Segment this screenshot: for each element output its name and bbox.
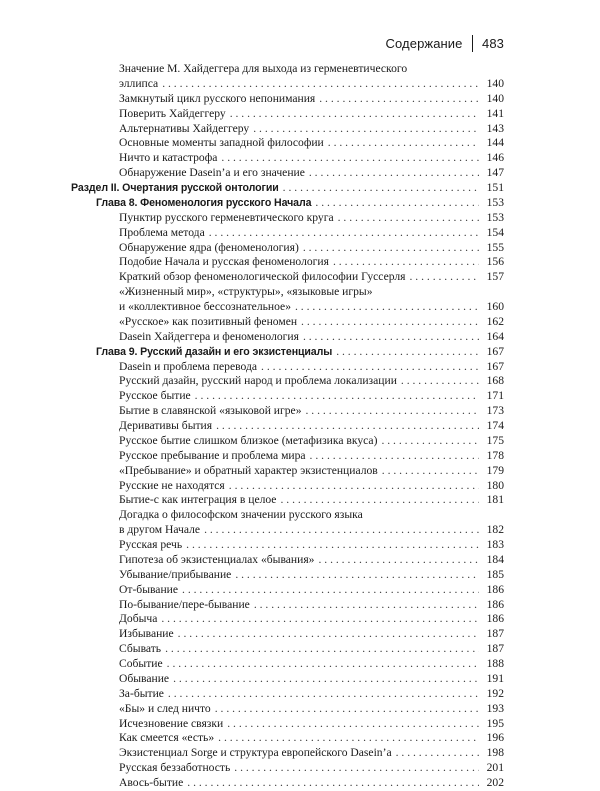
toc-entry-page: 182 bbox=[486, 523, 504, 537]
toc-entry-title: Альтернативы Хайдеггеру bbox=[119, 121, 250, 135]
toc-entry-title: и «коллективное бессознательное» bbox=[119, 300, 291, 313]
toc-entry bbox=[0, 583, 504, 598]
toc-entry-page: 154 bbox=[486, 225, 504, 239]
toc-entry bbox=[0, 389, 504, 404]
toc-entry-page: 160 bbox=[486, 300, 504, 313]
dot-leader bbox=[215, 702, 479, 717]
dot-leader bbox=[209, 226, 479, 241]
toc-entry-page: 185 bbox=[486, 567, 504, 581]
toc-entry-title: Глава 8. Феноменология русского Начала bbox=[96, 196, 312, 209]
toc-entry-page: 140 bbox=[486, 76, 504, 90]
toc-entry-title: Раздел II. Очертания русской онтологии bbox=[71, 182, 279, 194]
toc-entry-title: Основные моменты западной философии bbox=[119, 136, 324, 150]
toc-entry bbox=[0, 553, 504, 568]
running-head-title: Содержание bbox=[385, 35, 463, 51]
toc-entry-page: 186 bbox=[486, 612, 504, 626]
toc-entry-title: Бытие-с как интеграция в целое bbox=[119, 493, 277, 507]
toc-entry bbox=[0, 657, 504, 672]
toc-entry-page: 193 bbox=[486, 701, 504, 715]
toc-entry bbox=[0, 523, 504, 538]
toc-entry bbox=[0, 315, 504, 330]
toc-entry-page: 140 bbox=[486, 91, 504, 105]
toc-entry bbox=[0, 493, 504, 508]
dot-leader bbox=[161, 612, 479, 627]
toc-entry-page: 186 bbox=[486, 582, 504, 596]
toc-chapter-heading bbox=[0, 196, 504, 211]
toc-entry-title: Русское бытие bbox=[119, 389, 191, 403]
toc-entry-title: Пунктир русского герменевтического круга bbox=[119, 210, 334, 224]
toc-entry bbox=[0, 136, 504, 151]
toc-entry-title: Бытие в славянской «языковой игре» bbox=[119, 404, 302, 418]
dot-leader bbox=[295, 300, 479, 315]
toc-entry-page: 201 bbox=[486, 761, 504, 775]
toc-entry-title: «Русское» как позитивный феномен bbox=[119, 314, 298, 328]
dot-leader bbox=[227, 717, 479, 732]
toc-entry bbox=[0, 419, 504, 434]
toc-entry-page: 143 bbox=[486, 121, 504, 135]
toc-entry-title: Деривативы бытия bbox=[119, 419, 213, 432]
dot-leader bbox=[401, 374, 479, 389]
dot-leader bbox=[234, 761, 479, 776]
toc-entry-title: Проблема метода bbox=[119, 225, 205, 239]
toc-entry-title: Dasein Хайдеггера и феноменология bbox=[119, 329, 299, 343]
dot-leader bbox=[204, 523, 479, 538]
toc-entry-title: Русское бытие слишком близкое (метафизика вкуса) bbox=[119, 433, 378, 447]
toc-entry-title: Ничто и катастрофа bbox=[119, 151, 218, 165]
dot-leader bbox=[167, 657, 479, 672]
running-head bbox=[386, 34, 504, 52]
toc-entry-page: 184 bbox=[486, 552, 504, 566]
toc-entry-page: 178 bbox=[486, 448, 504, 462]
dot-leader bbox=[216, 419, 479, 434]
toc-entry-page: 141 bbox=[486, 106, 504, 120]
dot-leader bbox=[309, 166, 479, 181]
toc-entry-page: 192 bbox=[486, 686, 504, 700]
toc-entry-title: Обывание bbox=[119, 671, 170, 685]
toc-entry bbox=[0, 612, 504, 627]
toc-entry-title: «Пребывание» и обратный характер экзистенциалов bbox=[119, 463, 378, 477]
toc-entry-title: Русская речь bbox=[119, 538, 183, 551]
toc-entry-title: Гипотеза об экзистенциалах «бывания» bbox=[119, 552, 315, 566]
dot-leader bbox=[328, 136, 479, 151]
toc-entry-title: Добыча bbox=[119, 612, 158, 626]
dot-leader bbox=[280, 493, 479, 508]
toc-entry-page: 147 bbox=[486, 166, 504, 180]
toc-entry-page: 174 bbox=[486, 419, 504, 432]
toc-entry bbox=[0, 717, 504, 732]
dot-leader bbox=[261, 360, 479, 375]
toc-entry-title: Обнаружение ядра (феноменология) bbox=[119, 240, 299, 254]
toc-entry-page: 196 bbox=[486, 731, 504, 745]
toc-entry-title: Избывание bbox=[119, 627, 174, 641]
toc-entry bbox=[0, 702, 504, 717]
toc-entry-title: Подобие Начала и русская феноменология bbox=[119, 255, 329, 269]
dot-leader bbox=[336, 345, 479, 360]
toc-entry-title: Догадка о философском значении русского языка bbox=[119, 508, 363, 522]
toc-entry-title: От-бывание bbox=[119, 582, 179, 596]
toc-entry bbox=[0, 77, 504, 92]
toc-entry-page: 187 bbox=[486, 627, 504, 641]
toc-entry bbox=[0, 508, 504, 523]
toc-entry bbox=[0, 300, 504, 315]
dot-leader bbox=[230, 107, 479, 122]
dot-leader bbox=[303, 330, 479, 345]
dot-leader bbox=[301, 315, 479, 330]
toc-entry-title: Краткий обзор феноменологической философии Гуссерля bbox=[119, 270, 406, 284]
toc-entry-title: «Жизненный мир», «структуры», «языковые игры» bbox=[119, 285, 373, 299]
dot-leader bbox=[195, 389, 479, 404]
toc-entry-title: Авось-бытие bbox=[119, 776, 184, 789]
dot-leader bbox=[165, 642, 479, 657]
toc-entry-title: Событие bbox=[119, 657, 163, 670]
toc-entry-page: 183 bbox=[486, 538, 504, 551]
toc-entry-page: 181 bbox=[486, 493, 504, 507]
toc-entry bbox=[0, 226, 504, 241]
toc-entry-page: 198 bbox=[486, 746, 504, 760]
toc-entry-title: в другом Начале bbox=[119, 523, 201, 537]
toc-entry-page: 180 bbox=[486, 478, 504, 492]
toc-entry bbox=[0, 776, 504, 791]
toc-entry-page: 167 bbox=[486, 344, 504, 358]
dot-leader bbox=[333, 255, 479, 270]
toc-entry bbox=[0, 731, 504, 746]
dot-leader bbox=[162, 77, 479, 92]
toc-entry-page: 155 bbox=[486, 240, 504, 254]
toc-entry bbox=[0, 92, 504, 107]
toc-entry-page: 202 bbox=[486, 776, 504, 789]
toc-entry bbox=[0, 464, 504, 479]
toc-entry-title: Как смеется «есть» bbox=[119, 731, 215, 745]
toc-entry-page: 151 bbox=[486, 181, 504, 194]
dot-leader bbox=[310, 449, 479, 464]
toc-entry-page: 195 bbox=[486, 716, 504, 730]
toc-entry bbox=[0, 672, 504, 687]
toc-entry bbox=[0, 211, 504, 226]
toc-entry-title: Русское пребывание и проблема мира bbox=[119, 448, 306, 462]
toc-entry bbox=[0, 122, 504, 137]
dot-leader bbox=[283, 181, 479, 196]
dot-leader bbox=[254, 598, 479, 613]
toc-entry-page: 187 bbox=[486, 642, 504, 656]
toc-entry-page: 179 bbox=[486, 463, 504, 477]
toc-entry-title: Замкнутый цикл русского непонимания bbox=[119, 91, 316, 105]
toc-entry-page: 153 bbox=[486, 195, 504, 209]
toc-entry-page: 164 bbox=[486, 329, 504, 343]
toc-entry-title: Русские не находятся bbox=[119, 478, 225, 492]
toc-entry-page: 175 bbox=[486, 433, 504, 447]
dot-leader bbox=[182, 583, 479, 598]
toc-entry bbox=[0, 761, 504, 776]
toc-entry bbox=[0, 479, 504, 494]
toc-entry bbox=[0, 434, 504, 449]
toc-entry-title: За-бытие bbox=[119, 686, 164, 700]
toc-entry-title: Глава 9. Русский дазайн и его экзистенциалы bbox=[96, 345, 333, 358]
dot-leader bbox=[303, 241, 479, 256]
dot-leader bbox=[410, 270, 480, 285]
toc-entry-title: Русский дазайн, русский народ и проблема локализации bbox=[119, 374, 397, 388]
toc-entry-title: Экзистенциал Sorge и структура европейского Dasein’а bbox=[119, 746, 392, 760]
toc-chapter-heading bbox=[0, 345, 504, 360]
toc-entry bbox=[0, 598, 504, 613]
toc-entry bbox=[0, 449, 504, 464]
toc-entry bbox=[0, 360, 504, 375]
toc-entry bbox=[0, 330, 504, 345]
dot-leader bbox=[338, 211, 479, 226]
toc-entry bbox=[0, 746, 504, 761]
dot-leader bbox=[178, 627, 479, 642]
toc-entry bbox=[0, 285, 504, 300]
dot-leader bbox=[168, 687, 479, 702]
toc-entry bbox=[0, 568, 504, 583]
toc-entry-title: Поверить Хайдеггеру bbox=[119, 106, 226, 120]
toc-entry bbox=[0, 374, 504, 389]
toc-entry-title: Исчезновение связки bbox=[119, 716, 224, 730]
dot-leader bbox=[318, 553, 479, 568]
dot-leader bbox=[187, 776, 479, 791]
dot-leader bbox=[235, 568, 479, 583]
toc-entry-page: 191 bbox=[486, 671, 504, 685]
toc-entry-title: Русская беззаботность bbox=[119, 761, 231, 775]
toc-entry bbox=[0, 270, 504, 285]
toc-entry-page: 168 bbox=[486, 374, 504, 388]
toc-entry bbox=[0, 166, 504, 181]
dot-leader bbox=[173, 672, 479, 687]
toc-entry-page: 188 bbox=[486, 657, 504, 670]
dot-leader bbox=[253, 122, 479, 137]
toc-entry bbox=[0, 62, 504, 77]
toc-entry-title: Значение М. Хайдеггера для выхода из герменевтического bbox=[119, 62, 408, 75]
toc-entry-title: «Бы» и след ничто bbox=[119, 701, 211, 715]
toc-entry-page: 162 bbox=[486, 314, 504, 328]
toc-entry-page: 186 bbox=[486, 597, 504, 611]
page-number: 483 bbox=[482, 35, 504, 51]
toc-entry bbox=[0, 151, 504, 166]
toc-entry bbox=[0, 255, 504, 270]
toc-entry-title: Убывание/прибывание bbox=[119, 567, 232, 581]
dot-leader bbox=[396, 746, 479, 761]
dot-leader bbox=[221, 151, 479, 166]
toc-entry-page: 167 bbox=[486, 359, 504, 373]
dot-leader bbox=[315, 196, 479, 211]
toc-entry bbox=[0, 642, 504, 657]
toc-entry bbox=[0, 404, 504, 419]
toc-entry-page: 146 bbox=[486, 151, 504, 165]
toc-entry bbox=[0, 538, 504, 553]
toc-entry-title: Сбывать bbox=[119, 642, 162, 656]
toc-entry-title: Обнаружение Dasein’а и его значение bbox=[119, 166, 305, 180]
toc-entry-page: 171 bbox=[486, 389, 504, 403]
toc-entry bbox=[0, 627, 504, 642]
toc-entry bbox=[0, 241, 504, 256]
dot-leader bbox=[229, 479, 479, 494]
toc-entry-title: эллипса bbox=[119, 76, 159, 90]
toc-entry-page: 157 bbox=[486, 270, 504, 284]
dot-leader bbox=[381, 434, 479, 449]
running-head-divider bbox=[472, 35, 474, 52]
dot-leader bbox=[186, 538, 479, 553]
toc-part-heading bbox=[0, 181, 504, 196]
toc-entry-page: 144 bbox=[486, 136, 504, 150]
dot-leader bbox=[306, 404, 480, 419]
toc-entry-page: 173 bbox=[486, 404, 504, 418]
toc-entry-title: Dasein и проблема перевода bbox=[119, 359, 258, 373]
toc-entry-page: 156 bbox=[486, 255, 504, 269]
table-of-contents bbox=[0, 62, 600, 791]
toc-entry bbox=[0, 687, 504, 702]
dot-leader bbox=[382, 464, 479, 479]
toc-entry-page: 153 bbox=[486, 210, 504, 224]
dot-leader bbox=[218, 731, 479, 746]
dot-leader bbox=[319, 92, 479, 107]
toc-entry-title: По-бывание/пере-бывание bbox=[119, 597, 250, 611]
toc-entry bbox=[0, 107, 504, 122]
